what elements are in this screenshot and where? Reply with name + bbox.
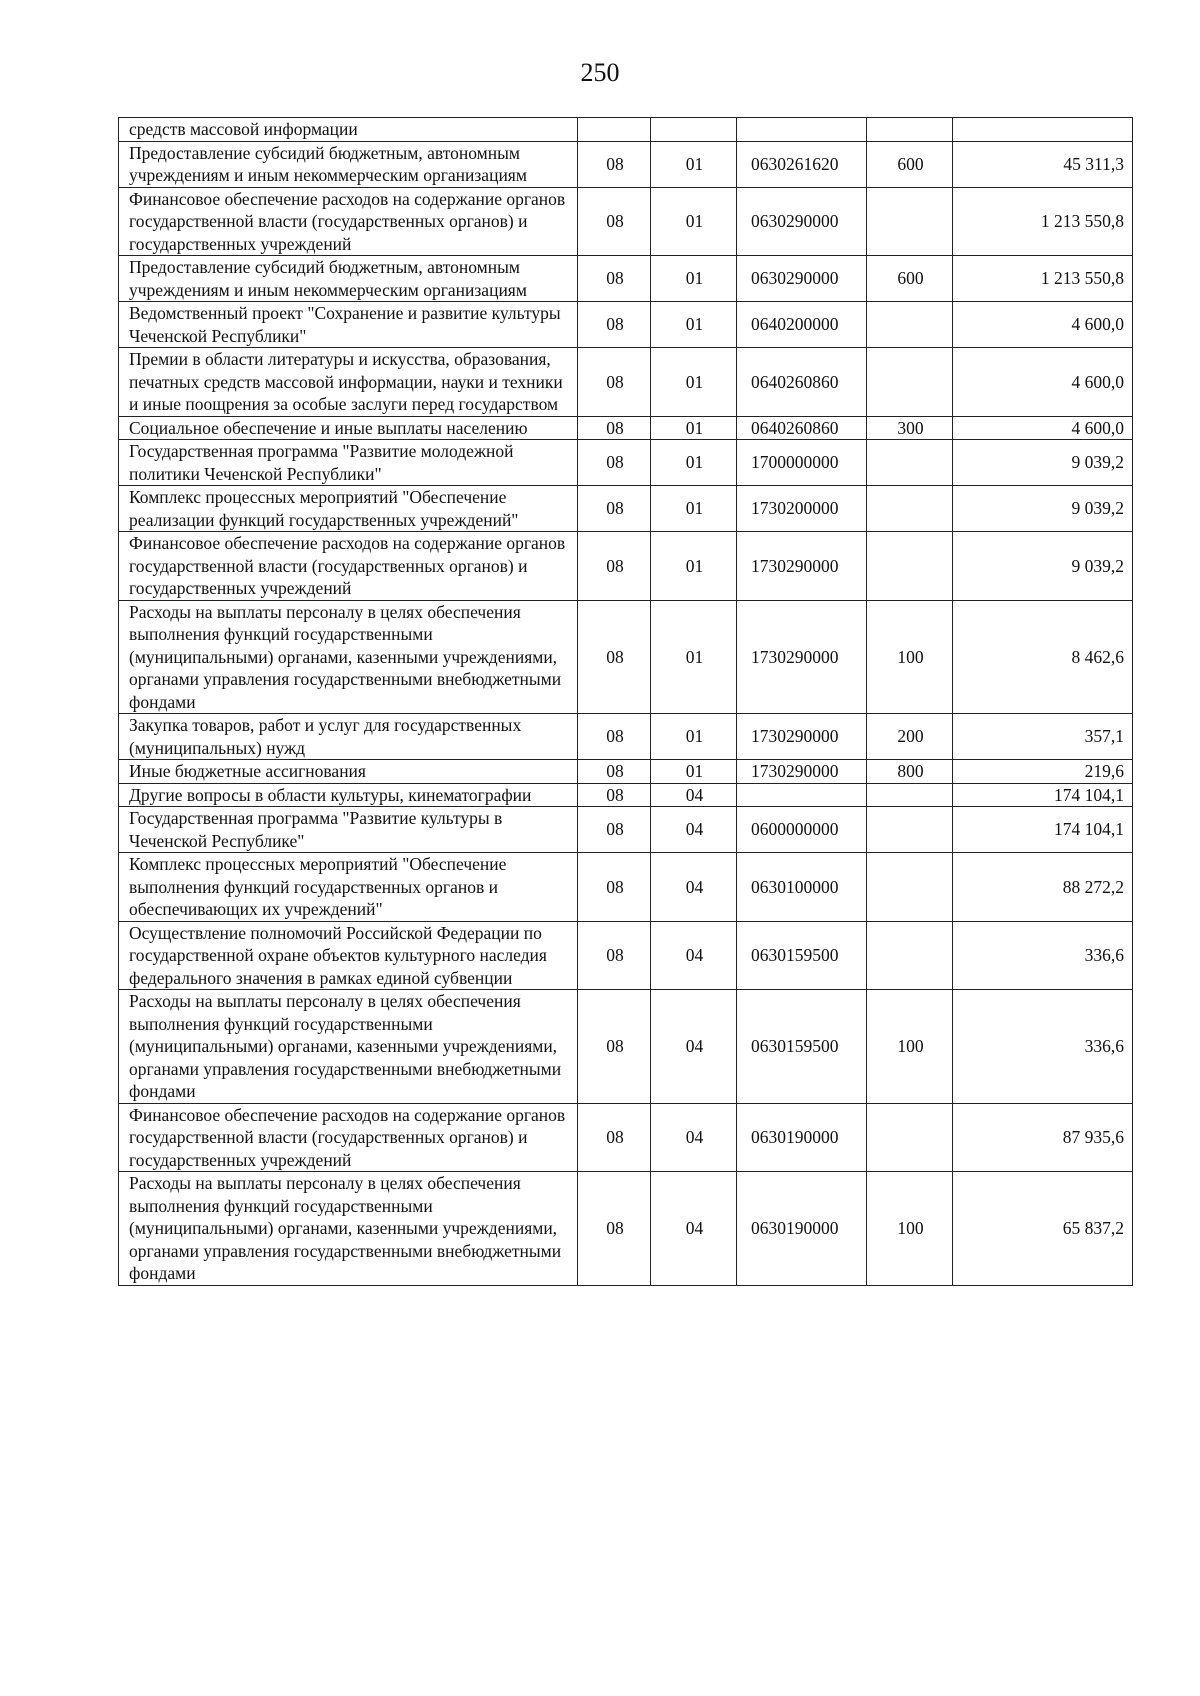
row-section-cell: 08 [578,348,651,417]
row-name-cell: Расходы на выплаты персоналу в целях обеспечения выполнения функций государственными (муниципальными) органами, казенными учреждениями, органами управления государственными внебюджетными фондами [119,990,578,1104]
row-name-cell: Финансовое обеспечение расходов на содержание органов государственной власти (государственных органов) и государственных учреждений [119,532,578,601]
page-number: 250 [580,58,620,87]
row-name-cell: Финансовое обеспечение расходов на содержание органов государственной власти (государственных органов) и государственных учреждений [119,187,578,256]
row-section-cell: 08 [578,141,651,187]
table-row [119,302,1133,348]
row-target-code-cell: 0630159500 [737,921,867,990]
row-amount-cell: 219,6 [953,760,1133,784]
row-expense-type-cell: 800 [867,760,953,784]
table-row [119,1103,1133,1172]
row-expense-type-cell: 100 [867,1172,953,1286]
table-row [119,532,1133,601]
row-amount-cell: 9 039,2 [953,486,1133,532]
row-name-cell: Премии в области литературы и искусства, образования, печатных средств массовой информации, науки и техники и иные поощрения за особые заслуги перед государством [119,348,578,417]
row-name-cell: средств массовой информации [119,118,578,142]
row-target-code-cell: 0630290000 [737,256,867,302]
row-target-code-cell: 0630159500 [737,990,867,1104]
table-row [119,440,1133,486]
row-subsection-cell: 01 [651,141,737,187]
row-subsection-cell: 01 [651,714,737,760]
row-section-cell: 08 [578,921,651,990]
row-expense-type-cell: 100 [867,990,953,1104]
row-expense-type-cell [867,532,953,601]
row-subsection-cell: 04 [651,1103,737,1172]
row-section-cell: 08 [578,760,651,784]
row-section-cell: 08 [578,416,651,440]
row-target-code-cell: 0630100000 [737,853,867,922]
row-section-cell: 08 [578,532,651,601]
row-amount-cell: 336,6 [953,921,1133,990]
row-subsection-cell: 01 [651,486,737,532]
row-subsection-cell: 01 [651,348,737,417]
row-expense-type-cell [867,118,953,142]
row-target-code-cell: 1700000000 [737,440,867,486]
row-amount-cell: 4 600,0 [953,416,1133,440]
row-section-cell: 08 [578,440,651,486]
row-section-cell: 08 [578,302,651,348]
row-target-code-cell: 0600000000 [737,807,867,853]
row-target-code-cell: 0640260860 [737,348,867,417]
row-subsection-cell: 01 [651,256,737,302]
row-expense-type-cell: 600 [867,141,953,187]
row-name-cell: Предоставление субсидий бюджетным, автономным учреждениям и иным некоммерческим организациям [119,141,578,187]
row-subsection-cell: 04 [651,921,737,990]
row-amount-cell: 8 462,6 [953,600,1133,714]
row-amount-cell: 1 213 550,8 [953,187,1133,256]
budget-table-body [119,118,1133,1286]
table-row [119,760,1133,784]
row-section-cell: 08 [578,256,651,302]
row-amount-cell: 9 039,2 [953,440,1133,486]
row-subsection-cell: 04 [651,1172,737,1286]
row-name-cell: Предоставление субсидий бюджетным, автономным учреждениям и иным некоммерческим организациям [119,256,578,302]
row-amount-cell [953,118,1133,142]
table-row [119,256,1133,302]
table-row [119,853,1133,922]
row-target-code-cell: 1730200000 [737,486,867,532]
row-target-code-cell [737,783,867,807]
table-row [119,990,1133,1104]
row-target-code-cell: 0630190000 [737,1172,867,1286]
row-target-code-cell: 0630290000 [737,187,867,256]
row-amount-cell: 45 311,3 [953,141,1133,187]
row-section-cell: 08 [578,714,651,760]
row-section-cell: 08 [578,783,651,807]
row-expense-type-cell [867,1103,953,1172]
row-expense-type-cell [867,783,953,807]
row-subsection-cell: 01 [651,440,737,486]
row-name-cell: Государственная программа "Развитие молодежной политики Чеченской Республики" [119,440,578,486]
budget-table [118,117,1133,1286]
row-amount-cell: 65 837,2 [953,1172,1133,1286]
row-subsection-cell: 01 [651,600,737,714]
row-amount-cell: 357,1 [953,714,1133,760]
row-section-cell: 08 [578,990,651,1104]
row-amount-cell: 1 213 550,8 [953,256,1133,302]
row-expense-type-cell [867,348,953,417]
row-name-cell: Осуществление полномочий Российской Федерации по государственной охране объектов культурного наследия федерального значения в рамках единой субвенции [119,921,578,990]
row-expense-type-cell: 600 [867,256,953,302]
row-section-cell: 08 [578,1172,651,1286]
row-subsection-cell: 01 [651,416,737,440]
row-target-code-cell: 1730290000 [737,760,867,784]
row-section-cell: 08 [578,807,651,853]
row-target-code-cell: 0630261620 [737,141,867,187]
row-target-code-cell: 0640200000 [737,302,867,348]
row-amount-cell: 87 935,6 [953,1103,1133,1172]
table-row [119,714,1133,760]
row-amount-cell: 9 039,2 [953,532,1133,601]
row-subsection-cell: 01 [651,302,737,348]
row-amount-cell: 4 600,0 [953,348,1133,417]
table-row [119,921,1133,990]
table-row [119,1172,1133,1286]
row-subsection-cell: 04 [651,783,737,807]
row-name-cell: Другие вопросы в области культуры, кинематографии [119,783,578,807]
row-expense-type-cell [867,486,953,532]
row-amount-cell: 336,6 [953,990,1133,1104]
row-name-cell: Социальное обеспечение и иные выплаты населению [119,416,578,440]
row-amount-cell: 88 272,2 [953,853,1133,922]
row-expense-type-cell [867,187,953,256]
row-amount-cell: 174 104,1 [953,807,1133,853]
table-row [119,783,1133,807]
row-name-cell: Комплекс процессных мероприятий "Обеспечение выполнения функций государственных органов и обеспечивающих их учреждений" [119,853,578,922]
row-expense-type-cell [867,440,953,486]
row-name-cell: Закупка товаров, работ и услуг для государственных (муниципальных) нужд [119,714,578,760]
row-target-code-cell: 1730290000 [737,600,867,714]
row-section-cell [578,118,651,142]
table-row [119,141,1133,187]
row-subsection-cell: 01 [651,760,737,784]
row-section-cell: 08 [578,1103,651,1172]
row-section-cell: 08 [578,600,651,714]
row-name-cell: Ведомственный проект "Сохранение и развитие культуры Чеченской Республики" [119,302,578,348]
row-target-code-cell [737,118,867,142]
table-row [119,118,1133,142]
table-row [119,486,1133,532]
row-section-cell: 08 [578,853,651,922]
table-row [119,600,1133,714]
row-expense-type-cell: 100 [867,600,953,714]
row-expense-type-cell [867,853,953,922]
row-subsection-cell: 04 [651,853,737,922]
row-subsection-cell: 04 [651,807,737,853]
row-expense-type-cell: 200 [867,714,953,760]
table-row [119,807,1133,853]
row-subsection-cell: 01 [651,187,737,256]
row-section-cell: 08 [578,187,651,256]
table-row [119,348,1133,417]
row-expense-type-cell [867,921,953,990]
row-name-cell: Государственная программа "Развитие культуры в Чеченской Республике" [119,807,578,853]
row-section-cell: 08 [578,486,651,532]
table-row [119,416,1133,440]
row-target-code-cell: 1730290000 [737,714,867,760]
row-amount-cell: 174 104,1 [953,783,1133,807]
row-name-cell: Расходы на выплаты персоналу в целях обеспечения выполнения функций государственными (муниципальными) органами, казенными учреждениями, органами управления государственными внебюджетными фондами [119,1172,578,1286]
row-expense-type-cell: 300 [867,416,953,440]
row-target-code-cell: 1730290000 [737,532,867,601]
row-expense-type-cell [867,807,953,853]
row-amount-cell: 4 600,0 [953,302,1133,348]
row-subsection-cell [651,118,737,142]
row-target-code-cell: 0640260860 [737,416,867,440]
row-expense-type-cell [867,302,953,348]
row-name-cell: Расходы на выплаты персоналу в целях обеспечения выполнения функций государственными (муниципальными) органами, казенными учреждениями, органами управления государственными внебюджетными фондами [119,600,578,714]
table-row [119,187,1133,256]
row-target-code-cell: 0630190000 [737,1103,867,1172]
row-name-cell: Комплекс процессных мероприятий "Обеспечение реализации функций государственных учреждений" [119,486,578,532]
row-name-cell: Финансовое обеспечение расходов на содержание органов государственной власти (государственных органов) и государственных учреждений [119,1103,578,1172]
row-name-cell: Иные бюджетные ассигнования [119,760,578,784]
row-subsection-cell: 01 [651,532,737,601]
row-subsection-cell: 04 [651,990,737,1104]
